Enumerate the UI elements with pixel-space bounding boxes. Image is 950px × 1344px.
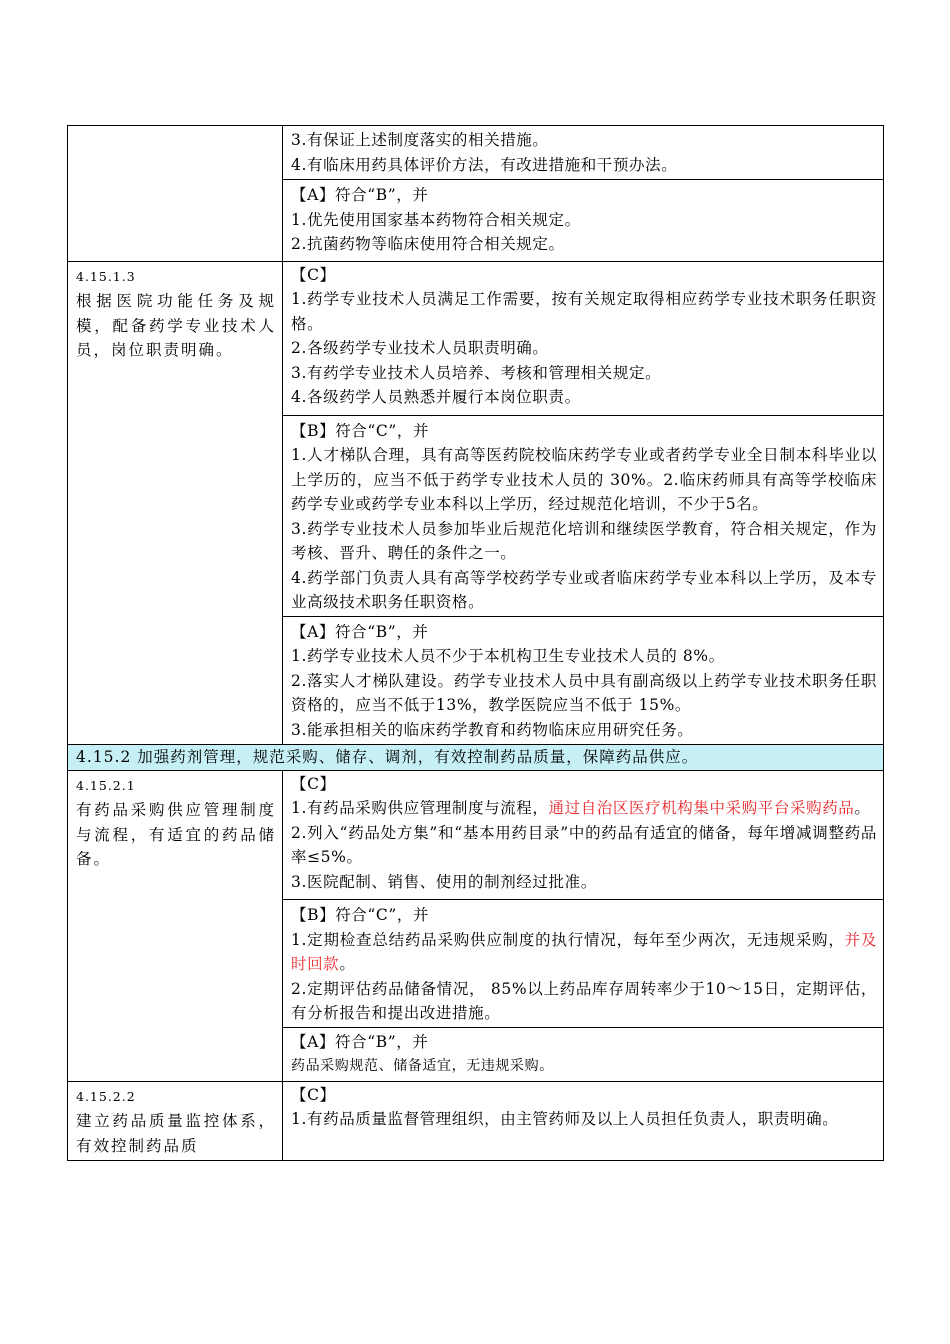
criteria-cell — [283, 415, 884, 616]
grade-label: 【C】 — [291, 774, 336, 793]
table-row — [68, 770, 884, 900]
criteria-cell — [283, 770, 884, 900]
criteria-cell — [283, 180, 884, 262]
criteria-line: 1.人才梯队合理，具有高等医药院校临床药学专业或者药学专业全日制本科毕业以上学历的，应当不低于药学专业技术人员的 30%。2.临床药师具有高等学校临床药学专业或药学专业本科以上学历，经过规范化培训，不少于5名。 — [291, 446, 877, 513]
grade-label: 【C】 — [291, 265, 336, 284]
table-row — [68, 261, 884, 415]
item-cell — [68, 770, 283, 1081]
highlight-text: 通过自治区医疗机构集中采购平台采购药品 — [548, 799, 855, 817]
criteria-cell — [283, 261, 884, 415]
criteria-text: 。 — [339, 955, 356, 973]
criteria-cell — [283, 126, 884, 180]
criteria-line: 2.各级药学专业技术人员职责明确。 — [291, 339, 549, 357]
criteria-line: 1.药学专业技术人员不少于本机构卫生专业技术人员的 8%。 — [291, 647, 725, 665]
criteria-line: 2.落实人才梯队建设。药学专业技术人员中具有副高级以上药学专业技术职务任职资格的，应当不低于13%，教学医院应当不低于 15%。 — [291, 671, 877, 714]
criteria-line: 3.药学专业技术人员参加毕业后规范化培训和继续医学教育，符合相关规定，作为考核、晋升、聘任的条件之一。 — [291, 519, 877, 562]
criteria-line: 2.列入“药品处方集”和“基本用药目录”中的药品有适宜的储备，每年增减调整药品率≤5%。 — [291, 823, 877, 866]
criteria-text: 。 — [854, 799, 871, 817]
highlight-text: 并及时回款 — [291, 930, 877, 973]
criteria-line: 1.优先使用国家基本药物符合相关规定。 — [291, 210, 581, 229]
table-row — [68, 1081, 884, 1161]
criteria-line — [291, 796, 877, 821]
criteria-line: 3.能承担相关的临床药学教育和药物临床应用研究任务。 — [291, 720, 694, 739]
criteria-cell — [283, 1081, 884, 1161]
grade-label: 【B】符合“C”，并 — [291, 421, 430, 440]
item-cell-empty — [68, 126, 283, 262]
criteria-line: 药品采购规范、储备适宜，无违规采购。 — [291, 1058, 554, 1074]
table-row — [68, 126, 884, 180]
item-cell — [68, 261, 283, 745]
criteria-text: 1.定期检查总结药品采购供应制度的执行情况，每年至少两次，无违规采购， — [291, 930, 845, 949]
section-heading: 4.15.2 加强药剂管理，规范采购、储存、调剂，有效控制药品质量，保障药品供应。 — [68, 745, 884, 771]
criteria-line: 3.有保证上述制度落实的相关措施。 — [291, 131, 549, 149]
grade-label: 【A】符合“B”，并 — [291, 1032, 429, 1051]
criteria-line: 4.各级药学人员熟悉并履行本岗位职责。 — [291, 388, 581, 406]
item-code: 4.15.2.2 — [76, 1088, 136, 1104]
criteria-cell — [283, 616, 884, 745]
criteria-line: 2.抗菌药物等临床使用符合相关规定。 — [291, 235, 565, 253]
criteria-line: 1.药学专业技术人员满足工作需要，按有关规定取得相应药学专业技术职务任职资格。 — [291, 290, 877, 333]
item-title: 建立药品质量监控体系，有效控制药品质 — [76, 1112, 276, 1155]
grade-label: 【A】符合“B”，并 — [291, 186, 429, 204]
criteria-cell — [283, 1027, 884, 1081]
item-code: 4.15.2.1 — [76, 777, 136, 793]
criteria-line — [291, 928, 877, 977]
criteria-line: 4.有临床用药具体评价方法，有改进措施和干预办法。 — [291, 155, 678, 174]
standards-table — [67, 125, 884, 1161]
item-code: 4.15.1.3 — [76, 268, 136, 284]
grade-label: 【C】 — [291, 1085, 336, 1104]
criteria-line: 2.定期评估药品储备情况， 85%以上药品库存周转率少于10～15日，定期评估，有分析报告和提出改进措施。 — [291, 979, 877, 1022]
item-title: 根据医院功能任务及规模，配备药学专业技术人员，岗位职责明确。 — [76, 292, 276, 359]
item-title: 有药品采购供应管理制度与流程，有适宜的药品储备。 — [76, 801, 276, 868]
criteria-line: 4.药学部门负责人具有高等学校药学专业或者临床药学专业本科以上学历，及本专业高级技术职务任职资格。 — [291, 568, 877, 611]
criteria-cell — [283, 900, 884, 1028]
grade-label: 【A】符合“B”，并 — [291, 622, 429, 641]
criteria-text: 1.有药品采购供应管理制度与流程， — [291, 799, 549, 817]
grade-label: 【B】符合“C”，并 — [291, 906, 430, 924]
criteria-line: 1.有药品质量监督管理组织，由主管药师及以上人员担任负责人，职责明确。 — [291, 1110, 839, 1128]
item-cell — [68, 1081, 283, 1161]
criteria-line: 3.医院配制、销售、使用的制剂经过批准。 — [291, 872, 597, 891]
section-row — [68, 745, 884, 771]
criteria-line: 3.有药学专业技术人员培养、考核和管理相关规定。 — [291, 363, 662, 382]
